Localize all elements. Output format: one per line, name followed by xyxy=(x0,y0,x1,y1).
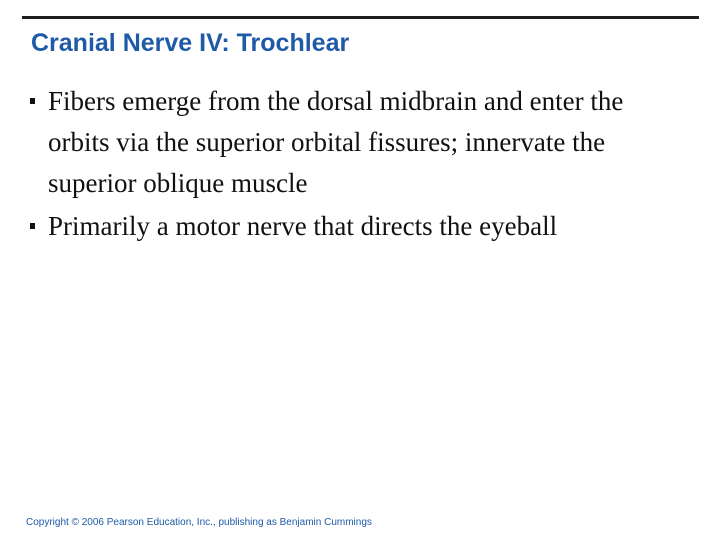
bullet-item xyxy=(48,206,688,247)
bullet-text: Primarily a motor nerve that directs the eyeball xyxy=(48,211,558,241)
title-divider-line xyxy=(22,16,699,19)
bullet-item xyxy=(48,81,688,204)
square-bullet-icon xyxy=(30,223,35,229)
square-bullet-icon xyxy=(30,98,35,104)
bullet-text: Fibers emerge from the dorsal midbrain and enter the orbits via the superior orbital fissures; innervate the superior oblique muscle xyxy=(48,86,624,198)
slide-title: Cranial Nerve IV: Trochlear xyxy=(31,29,350,57)
copyright-footer: Copyright © 2006 Pearson Education, Inc., publishing as Benjamin Cummings xyxy=(26,517,372,528)
